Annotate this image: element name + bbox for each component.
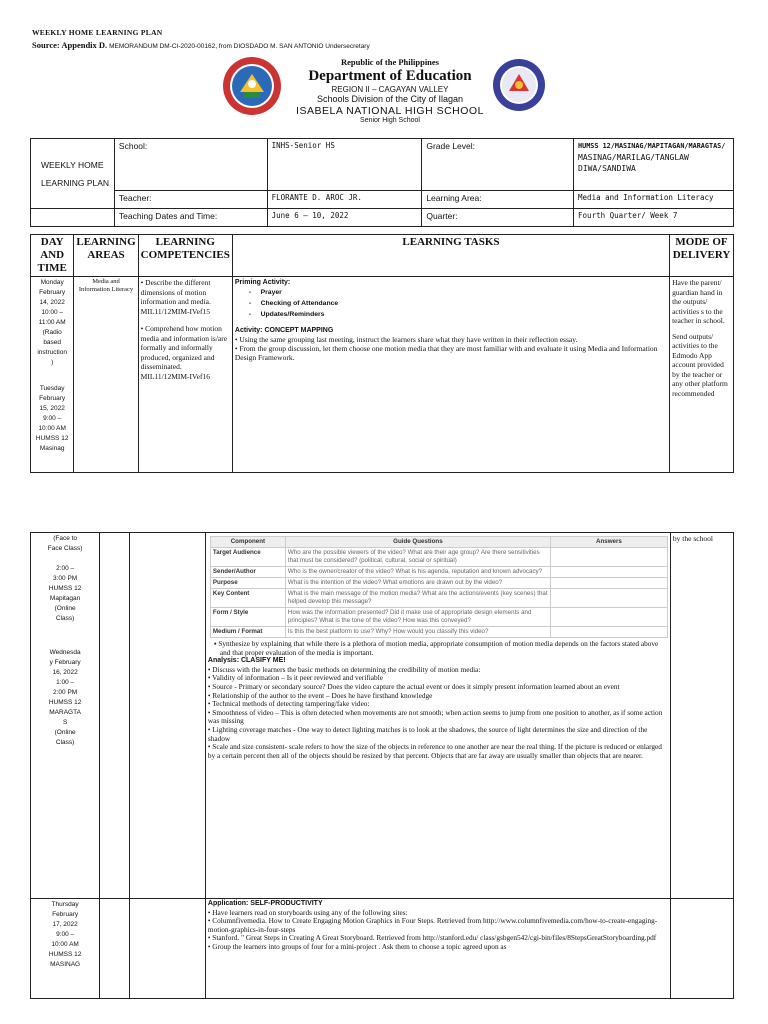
guide-answer	[550, 627, 667, 638]
schedule-line: 9:00 –	[56, 931, 75, 938]
face-to-face-schedule	[33, 534, 97, 624]
schedule-line: Class)	[55, 739, 75, 746]
guide-header-questions: Guide Questions	[285, 537, 550, 548]
guide-component: Medium / Format	[210, 627, 285, 638]
guide-header-component: Component	[210, 537, 285, 548]
analysis-heading: Analysis: CLASIFY ME!	[207, 657, 286, 665]
schedule-line: HUMSS 12	[48, 951, 82, 958]
schedule-line: S	[62, 719, 68, 726]
guide-question: How was the information presented? Did it make use of appropriate design elements and principles? What is the tone of the video? How was this conveyed?	[285, 608, 550, 627]
competencies-cell	[138, 277, 232, 473]
schedule-line: 2:00 PM	[53, 689, 78, 696]
guide-answer	[550, 548, 667, 567]
guide-row	[210, 627, 667, 638]
analysis-item: • Lighting coverage matches - One way to detect lighting matches is to look at the shadows, the source of light determines the size and direction of the shadow	[207, 724, 648, 743]
monday-schedule	[33, 278, 71, 368]
competency-2: • Comprehend how motion media and information is/are formally and informally produced, organized and disseminated. MIL11/12MIM-IVef16	[140, 324, 228, 381]
grade-value-2: MASINAG/MARILAG/TANGLAW DIWA/SANDIWA	[578, 153, 689, 173]
source-text: MEMORANDUM DM-CI-2020-00162, from DIOSDADO M. SAN ANTONIO Undersecretary	[109, 43, 370, 50]
schedule-line: 1:00 –	[56, 679, 75, 686]
whlp-line2: LEARNING PLAN	[41, 177, 110, 188]
analysis-item: • Relationship of the author to the event – Does he have firsthand knowledge	[207, 690, 433, 700]
tasks-cell	[232, 277, 669, 473]
priming-item: - Checking of Attendance	[248, 300, 339, 307]
quarter-value: Fourth Quarter/ Week 7	[574, 209, 734, 227]
teacher-label: Teacher:	[114, 191, 267, 209]
dates-label: Teaching Dates and Time:	[114, 209, 267, 227]
col-tasks-header: LEARNING TASKS	[232, 235, 669, 277]
area-label: Learning Area:	[422, 191, 574, 209]
schedule-line: (Online	[54, 605, 76, 612]
guide-question: Who are the possible viewers of the video? What are their age group? Are there sensitivities that must be considered? (political, cultural, social or spiritual)	[285, 548, 550, 567]
schedule-line: 10:00 AM	[51, 941, 79, 948]
schedule-line: MARAGTA	[49, 709, 81, 716]
guide-component: Key Content	[210, 589, 285, 608]
schedule-line: Wednesda	[49, 649, 81, 656]
tasks-cell-2	[205, 533, 670, 899]
schedule-line: 15, 2022	[39, 405, 65, 412]
quarter-label: Quarter:	[422, 209, 574, 227]
learning-plan-table-page1	[30, 234, 734, 473]
mode-cell-2: by the school	[670, 533, 733, 899]
guide-question: Is this the best platform to use? Why? How would you classify this video?	[285, 627, 550, 638]
schedule-line: (Face to	[53, 535, 78, 542]
guide-row	[210, 589, 667, 608]
tasks-cell-3	[205, 899, 670, 999]
schedule-line: 14, 2022	[39, 299, 65, 306]
competencies-cell-3	[129, 899, 205, 999]
guide-answer	[550, 578, 667, 589]
schedule-line: )	[51, 359, 54, 366]
whlp-label-cell	[31, 139, 115, 209]
schedule-line: February	[39, 395, 66, 402]
thursday-cell	[31, 899, 100, 999]
schedule-line: 17, 2022	[52, 921, 78, 928]
schedule-line: Masinag	[39, 445, 65, 452]
analysis-item: • Technical methods of detecting tampering/fake video:	[207, 699, 370, 709]
mode-cell	[670, 277, 734, 473]
schedule-line: Class)	[55, 615, 75, 622]
application-list	[208, 909, 668, 952]
col-areas-header: LEARNING AREAS	[74, 235, 138, 277]
mode-text-1: Have the parent/ guardian hand in the outputs/ activities s to the teacher in school.	[672, 278, 725, 325]
analysis-item: • Validity of information – Is it peer reviewed and verifiable	[207, 673, 383, 683]
analysis-list	[208, 666, 668, 761]
guide-component: Target Audience	[210, 548, 285, 567]
schedule-line: 16, 2022	[52, 669, 78, 676]
wednesday-schedule	[33, 648, 97, 748]
activity-heading: Activity: CONCEPT MAPPING	[234, 327, 334, 334]
teacher-value: FLORANTE D. AROC JR.	[267, 191, 422, 209]
guide-question: What is the main message of the motion media? What are the actions/events (key scenes) that helped develop this message?	[285, 589, 550, 608]
learning-area-cell-2	[100, 533, 129, 899]
schedule-line: 11:00 AM	[38, 319, 66, 326]
dates-value: June 6 – 10, 2022	[267, 209, 422, 227]
plan-info-table	[30, 138, 734, 227]
guide-answer	[550, 589, 667, 608]
schedule-line: 2:00 –	[56, 565, 75, 572]
schedule-line: instruction	[37, 349, 67, 356]
schedule-line: Face Class)	[47, 545, 83, 552]
deped-header	[200, 58, 580, 125]
school-name: ISABELA NATIONAL HIGH SCHOOL	[296, 104, 484, 117]
whlp-line1: WEEKLY HOME	[41, 159, 104, 170]
school-value: INHS-Senior HS	[267, 139, 422, 191]
schedule-line: February	[39, 289, 66, 296]
guide-component: Purpose	[210, 578, 285, 589]
analysis-item: • Smoothness of video – This is often detected when movements are not smooth; when action seems to jump from one position to another, as if some action was missing	[207, 707, 663, 726]
schedule-line: 10:00 –	[41, 309, 64, 316]
schedule-line: 3:00 PM	[53, 575, 78, 582]
priming-item: - Updates/Reminders	[248, 311, 325, 318]
thursday-schedule	[33, 900, 97, 970]
priming-heading: Priming Activity:	[234, 279, 291, 286]
application-item: • Have learners read on storyboards using any of the following sites:	[207, 907, 408, 917]
schedule-line: HUMSS 12	[35, 435, 69, 442]
plan-title: WEEKLY HOME LEARNING PLAN	[32, 28, 163, 37]
grade-value-1: HUMSS 12/MASINAG/MAPITAGAN/MARAGTAS/	[578, 142, 726, 150]
grade-value	[574, 139, 734, 191]
activity-item-2: • From the group discussion, let them choose one motion media that they are most familiar with and evaluate it using Media and Information Design Framework.	[234, 344, 658, 362]
schedule-line: MASINAG	[50, 961, 81, 968]
schedule-line	[33, 554, 97, 564]
analysis-item: • Scale and size consistent- scale refers to how the size of the objects in reference to one another are near the real thing. If the picture is reduced or enlarged by a certain percent then all of the objects should be resized by that percent. Objects that are far away are usually smaller than objects that are nearer.	[207, 742, 662, 760]
priming-item: - Prayer	[248, 289, 282, 296]
learning-plan-table-page2	[30, 532, 734, 999]
guide-component: Sender/Author	[210, 567, 285, 578]
evaluation-guide-table	[210, 536, 668, 638]
guide-answer	[550, 608, 667, 627]
schedule-line: February	[52, 911, 79, 918]
guide-row	[210, 548, 667, 567]
region-line: REGION II – CAGAYAN VALLEY	[331, 85, 449, 95]
application-item: • Stanford. " Great Steps in Creating A Great Storyboard. Retrieved from http://stanford.edu/ class/gsbgen542/cgi-bin/files/8StepsGreatStoryboarding.pdf	[207, 933, 657, 943]
learning-area-cell: Media and Information Literacy	[74, 277, 138, 473]
guide-question: Who is the owner/creator of the video? What is his agenda, reputation and known advocacy?	[285, 567, 550, 578]
division-line: Schools Division of the City of Ilagan	[316, 94, 464, 105]
guide-component: Form / Style	[210, 608, 285, 627]
application-item: • Columnfivemedia. How to Create Engaging Motion Graphics in Four Steps. Retrieved from http://www.columnfivemedia.com/how-to-create-engaging-motion-graphics-in-four-steps	[207, 916, 658, 934]
schedule-line: Monday	[40, 279, 64, 286]
schedule-line: 9:00 –	[43, 415, 62, 422]
analysis-item: • Discuss with the learners the basic methods on determining the credibility of motion media:	[207, 664, 481, 674]
schedule-line: based	[43, 339, 62, 346]
schedule-line: (Radio	[42, 329, 62, 336]
area-value: Media and Information Literacy	[574, 191, 734, 209]
application-item: • Group the learners into groups of four for a mini-project . Ask them to choose a topic agreed upon as	[207, 941, 507, 951]
competency-1: • Describe the different dimensions of motion information and media. MIL11/12MIM-IVef15	[140, 278, 211, 316]
guide-row	[210, 608, 667, 627]
school-level: Senior High School	[360, 116, 420, 124]
col-mode-header: MODE OF DELIVERY	[670, 235, 734, 277]
tuesday-schedule	[33, 384, 71, 454]
analysis-item: • Source - Primary or secondary source? Does the video capture the actual event or does it simply present information learned about an event	[207, 681, 620, 691]
school-label: School:	[114, 139, 267, 191]
guide-answer	[550, 567, 667, 578]
application-heading: Application: SELF-PRODUCTIVITY	[207, 900, 323, 907]
learning-area-cell-3	[100, 899, 129, 999]
activity-item-1: • Using the same grouping last meeting, instruct the learners share what they have written in their reflection essay.	[234, 335, 578, 344]
guide-header-answers: Answers	[550, 537, 667, 548]
schedule-line: y February	[49, 659, 81, 666]
col-comp-header: LEARNING COMPETENCIES	[138, 235, 232, 277]
schedule-line: Thursday	[51, 901, 79, 908]
day-time-cell	[31, 277, 74, 473]
schedule-line: (Online	[54, 729, 76, 736]
source-line	[32, 40, 370, 50]
grade-label: Grade Level:	[422, 139, 574, 191]
schedule-line: HUMSS 12	[48, 699, 82, 706]
schedule-line: Tuesday	[39, 385, 65, 392]
empty-cell	[31, 209, 115, 227]
mode-cell-3	[670, 899, 733, 999]
guide-row	[210, 567, 667, 578]
schedule-line: HUMSS 12	[48, 585, 82, 592]
col-day-header: DAY AND TIME	[31, 235, 74, 277]
day-time-cell-2	[31, 533, 100, 899]
department-line: Department of Education	[308, 67, 472, 84]
synthesis-text: ▪ Synthesize by explaining that while there is a plethora of motion media, appropriate consumption of motion media depends on the factors stated above and that proper evaluation of the media is important.	[213, 639, 659, 657]
schedule-line: Mapitagan	[49, 595, 81, 602]
guide-question: What is the intention of the video? What emotions are drawn out by the video?	[285, 578, 550, 589]
competencies-cell-2	[129, 533, 205, 899]
mode-text-2: Send outputs/ activities to the Edmodo App account provided by the teacher or any other platform recommended	[672, 331, 728, 398]
source-label: Source: Appendix D.	[32, 40, 108, 50]
schedule-line: 10:00 AM	[38, 425, 66, 432]
guide-row	[210, 578, 667, 589]
republic-line: Republic of the Philippines	[340, 57, 439, 67]
